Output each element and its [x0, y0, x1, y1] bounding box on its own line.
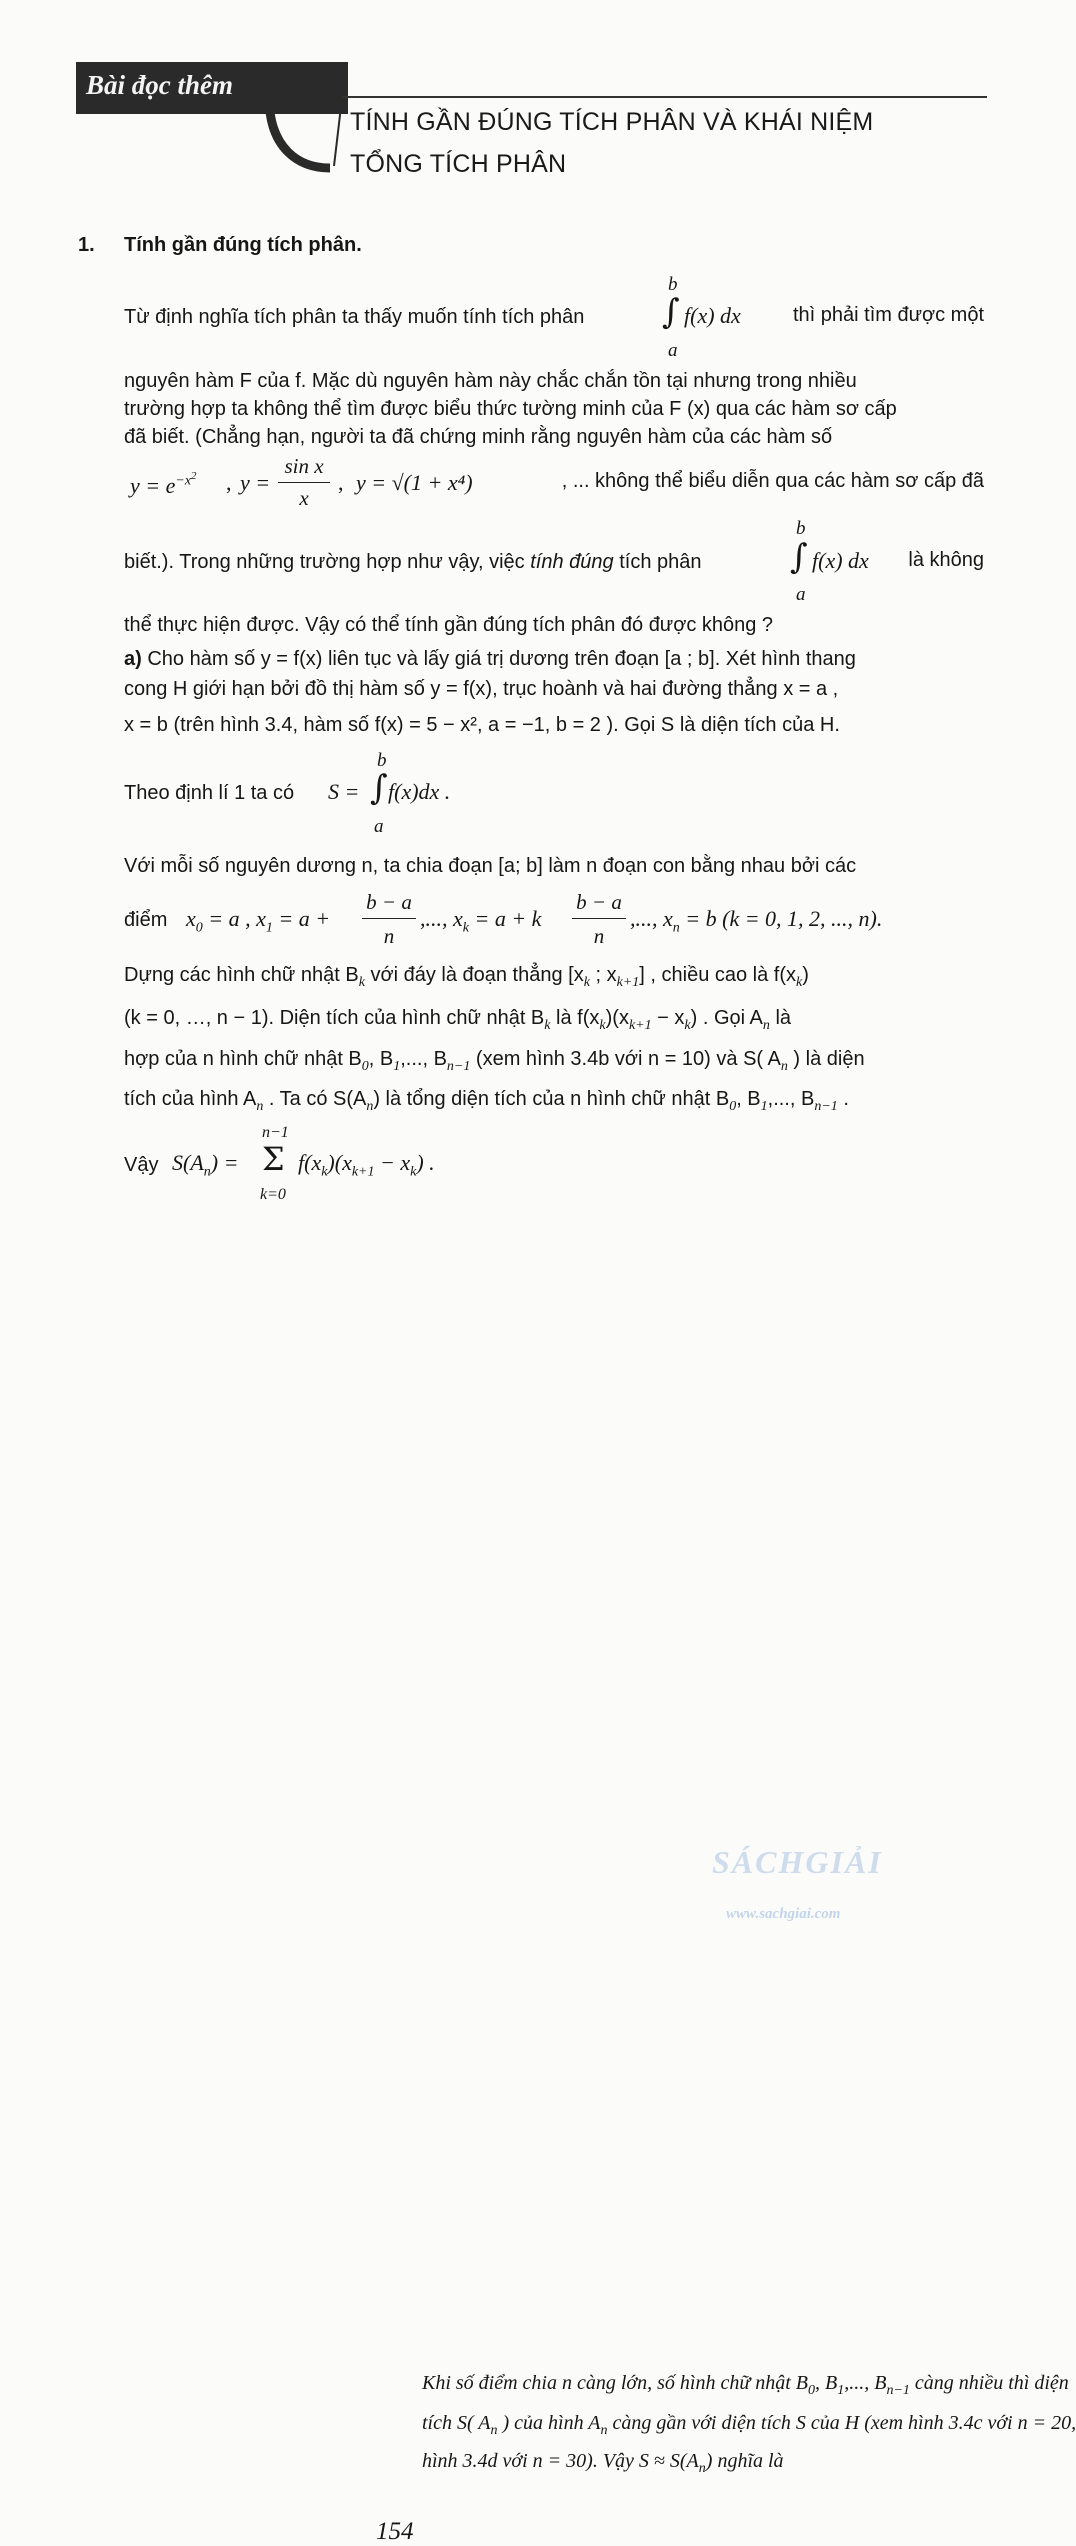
partition-points-part-1: $x_0 = a$ , $x_1 = a$ + [186, 906, 331, 936]
step-numerator-2: b − a [576, 890, 622, 914]
page-title-line-1: TÍNH GẦN ĐÚNG TÍCH PHÂN VÀ KHÁI NIỆM [350, 108, 874, 136]
p2-line-3: đã biết. (Chẳng hạn, người ta đã chứng minh rằng nguyên hàm của các hàm số [124, 426, 833, 448]
p5-line-1: Với mỗi số nguyên dương n, ta chia đoạn [a; b] làm n đoạn con bằng nhau bởi các [124, 855, 857, 877]
area-upper-limit: b [377, 750, 387, 771]
reading-tag-label: Bài đọc thêm [86, 70, 233, 100]
integral-sign-icon: ∫ [662, 292, 680, 332]
page-title-line-2: TỔNG TÍCH PHÂN [350, 150, 567, 178]
section-title: Tính gần đúng tích phân. [124, 234, 362, 256]
example-2-numerator: sin x [284, 454, 324, 478]
area-formula-lhs: S = [328, 779, 360, 804]
p8-line-1: Khi số điểm chia n càng lớn, số hình chữ nhật $B_0$, $B_1$,..., $B_{n-1}$ càng nhiều thì diện [422, 2372, 1069, 2398]
step-denominator-2: n [593, 924, 605, 948]
summation-sign-icon: Σ [262, 1140, 285, 1178]
banner-hook-decoration [270, 96, 350, 186]
sum-upper-index: n−1 [262, 1124, 289, 1141]
step-denominator: n [383, 924, 395, 948]
p2-line-1: nguyên hàm F của f. Mặc dù nguyên hàm này chắc chắn tồn tại nhưng trong nhiều [124, 370, 857, 392]
section-heading [78, 234, 362, 257]
p8-line-2: tích S( $A_n$ ) của hình $A_n$ càng gần với diện tích S của H (xem hình 3.4c với n = 20, [422, 2412, 1076, 2438]
part-a-line-4-lead: Theo định lí 1 ta có [124, 782, 295, 804]
p3-lead-wrap [124, 549, 702, 575]
p3-tail: là không [908, 549, 984, 571]
sum-rhs: $f(x_k)(x_{k+1} - x_k)$ . Khi số điểm chia n càng lớn, số hình chữ nhật $B_0$, $B_1$,..., $B_{n-1}$ càng nhiều thì diện tích S( $A_n$ ) của hình $A_n$ càng gần với diện tích S của H (xem hình 3.4c với n = 20, hình 3.4d với n = 30). Vậy $S \approx S(A_n)$ nghĩa là SÁCHGIẢI www.sachgiai.com 154 [298, 1150, 1076, 2545]
partition-points-part-2: ,..., $x_k = a + k$ [420, 906, 542, 936]
integral-sign-icon: ∫ [790, 537, 808, 577]
area-integrand: f(x)dx . [388, 779, 451, 804]
p2-tail: , ... không thể biểu diễn qua các hàm sơ cấp đã [561, 470, 984, 492]
p1-integrand: f(x) dx [684, 303, 741, 328]
p3-lower-limit: a [796, 584, 806, 605]
area-lower-limit: a [374, 816, 384, 837]
p8-line-3: hình 3.4d với n = 30). Vậy $S \approx S(A_n)$ nghĩa là [422, 2450, 784, 2476]
p6-line-1: Dựng các hình chữ nhật $B_k$ với đáy là đoạn thẳng [$x_k$ ; $x_{k+1}$] , chiều cao là $f(x_k)$ [124, 964, 809, 990]
integral-sign-icon: ∫ [370, 768, 388, 808]
sum-lower-index: k=0 [260, 1186, 286, 1203]
example-1-exponential: $y = e^{-x2}$ [130, 470, 197, 498]
part-a-line-2: cong H giới hạn bởi đồ thị hàm số y = f(x), trục hoành và hai đường thẳng x = a , [124, 678, 839, 700]
p6-line-2: (k = 0, …, n − 1). Diện tích của hình chữ nhật $B_k$ là $f(x_k)(x_{k+1} - x_k)$ . Gọi $A_n$ là [124, 1007, 792, 1033]
p3-upper-limit: b [796, 518, 806, 539]
p3-line-2: thể thực hiện được. Vậy có thể tính gần đúng tích phân đó được không ? [124, 614, 774, 636]
p5-line-2-lead: điểm [124, 909, 168, 931]
p6-line-3: hợp của n hình chữ nhật $B_0$, $B_1$,..., $B_{n-1}$ (xem hình 3.4b với n = 10) và S( $A_n$ ) là diện [124, 1048, 865, 1074]
p3-integrand: f(x) dx [812, 548, 869, 573]
p3-emphasis: tính đúng [530, 551, 614, 573]
step-numerator: b − a [366, 890, 412, 914]
watermark-url: www.sachgiai.com [726, 1906, 841, 1922]
p3-mid: tích phân [619, 551, 702, 573]
part-a-label: a) [124, 648, 142, 670]
p7-lead: Vậy [124, 1154, 159, 1176]
p2-line-2: trường hợp ta không thể tìm được biểu thức tường minh của F (x) qua các hàm sơ cấp [124, 398, 897, 420]
title-rule [342, 96, 987, 98]
p1-upper-limit: b [668, 274, 678, 295]
p1-lower-limit: a [668, 340, 678, 361]
part-a-line-3: x = b (trên hình 3.4, hàm số f(x) = 5 − x², a = −1, b = 2 ). Gọi S là diện tích của H. [124, 714, 840, 736]
fraction-bar [362, 918, 416, 919]
fraction-bar [572, 918, 626, 919]
p1-lead: Từ định nghĩa tích phân ta thấy muốn tính tích phân [124, 306, 585, 328]
p3-lead: biết.). Trong những trường hợp như vậy, việc [124, 551, 525, 573]
fraction-bar [278, 482, 330, 483]
sum-lhs: $S(A_n)$ = [172, 1150, 239, 1180]
section-number: 1. [78, 234, 95, 256]
partition-points-part-3: ,..., $x_n = b$ (k = 0, 1, 2, ..., n). [630, 906, 883, 936]
p1-tail: thì phải tìm được một [792, 304, 984, 326]
part-a-line-1: a) Cho hàm số y = f(x) liên tục và lấy giá trị dương trên đoạn [a ; b]. Xét hình thang [124, 648, 856, 670]
example-2-denominator: x [299, 486, 309, 510]
page-number: 154 [376, 2518, 414, 2545]
watermark-logo: SÁCHGIẢI [712, 1844, 883, 1880]
example-3-sqrt: y = √(1 + x⁴) [356, 470, 473, 495]
p6-line-4: tích của hình $A_n$ . Ta có $S(A_n)$ là tổng diện tích của n hình chữ nhật $B_0$, $B_1$,..., $B_{n-1}$ . [124, 1088, 849, 1114]
example-2-lhs: y = [240, 470, 271, 495]
